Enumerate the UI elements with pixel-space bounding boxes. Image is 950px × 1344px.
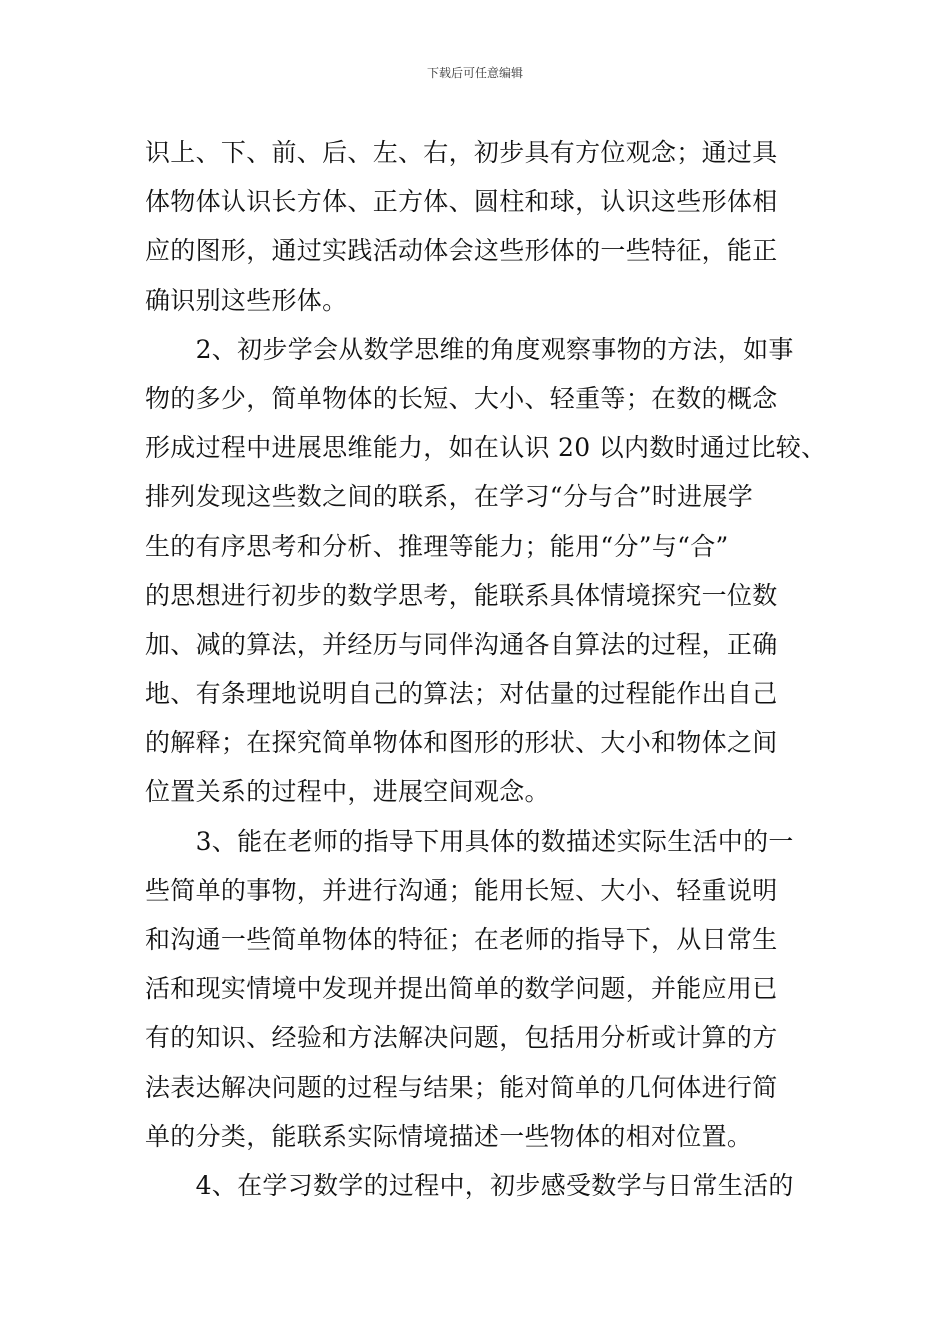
text-line: 2、初步学会从数学思维的角度观察事物的方法，如事 (145, 334, 794, 364)
text-line: 排列发现这些数之间的联系，在学习“分与合”时进展学 (145, 482, 754, 512)
text-line: 生的有序思考和分析、推理等能力；能用“分”与“合” (145, 531, 729, 561)
text-line: 些简单的事物，并进行沟通；能用长短、大小、轻重说明 (145, 875, 778, 905)
text-line: 3、能在老师的指导下用具体的数描述实际生活中的一 (145, 826, 794, 856)
page-header: 下载后可任意编辑 (426, 66, 523, 80)
text-line: 4、在学习数学的过程中，初步感受数学与日常生活的 (145, 1170, 794, 1200)
text-line: 确识别这些形体。 (145, 285, 348, 315)
text-line: 法表达解决问题的过程与结果；能对简单的几何体进行简 (145, 1072, 778, 1102)
text-line: 的解释；在探究简单物体和图形的形状、大小和物体之间 (145, 728, 778, 758)
text-line: 物的多少，简单物体的长短、大小、轻重等；在数的概念 (145, 383, 778, 413)
text-line: 单的分类，能联系实际情境描述一些物体的相对位置。 (145, 1121, 753, 1151)
text-line: 地、有条理地说明自己的算法；对估量的过程能作出自己 (145, 679, 778, 709)
text-line: 应的图形，通过实践活动体会这些形体的一些特征，能正 (145, 236, 778, 266)
text-line: 体物体认识长方体、正方体、圆柱和球，认识这些形体相 (145, 187, 778, 217)
text-line: 识上、下、前、后、左、右，初步具有方位观念；通过具 (145, 138, 778, 167)
body-text (145, 128, 825, 1210)
text-line: 形成过程中进展思维能力，如在认识 20 以内数时通过比较、 (145, 433, 827, 463)
text-line: 位置关系的过程中，进展空间观念。 (145, 777, 550, 807)
text-line: 有的知识、经验和方法解决问题，包括用分析或计算的方 (145, 1023, 778, 1053)
text-line: 活和现实情境中发现并提出简单的数学问题，并能应用已 (145, 974, 778, 1004)
text-line: 加、减的算法，并经历与同伴沟通各自算法的过程，正确 (145, 629, 778, 659)
text-line: 的思想进行初步的数学思考，能联系具体情境探究一位数 (145, 580, 778, 610)
text-line: 和沟通一些简单物体的特征；在老师的指导下，从日常生 (145, 925, 778, 954)
